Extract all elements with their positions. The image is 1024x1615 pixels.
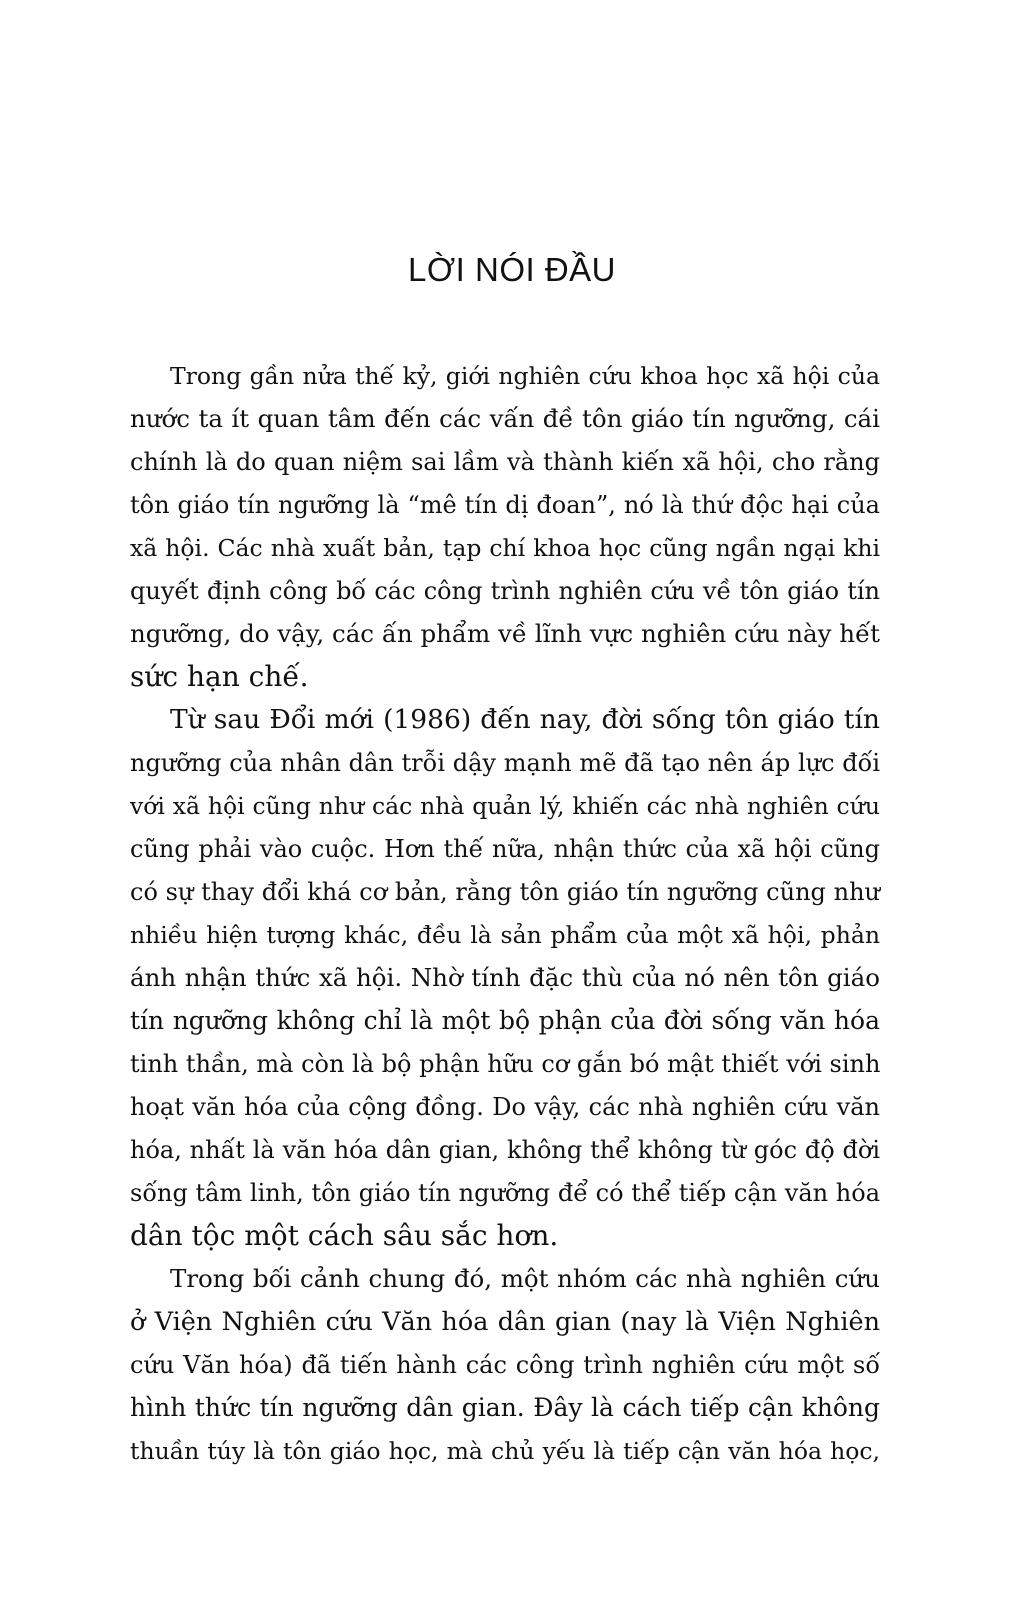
text-line: thuần túy là tôn giáo học, mà chủ yếu là tiếp cận văn hóa học, (130, 1437, 880, 1465)
text-line: cứu Văn hóa) đã tiến hành các công trình nghiên cứu một số (130, 1351, 880, 1379)
page-title: LỜI NÓI ĐẦU (408, 251, 616, 288)
text-line: cũng phải vào cuộc. Hơn thế nữa, nhận thức của xã hội cũng (130, 835, 880, 863)
text-line: nước ta ít quan tâm đến các vấn đề tôn giáo tín ngưỡng, cái (130, 404, 880, 433)
text-line: tín ngưỡng không chỉ là một bộ phận của đời sống văn hóa (130, 1006, 880, 1035)
text-line: nhiều hiện tượng khác, đều là sản phẩm của một xã hội, phản (130, 921, 880, 949)
text-line: chính là do quan niệm sai lầm và thành kiến xã hội, cho rằng (130, 448, 880, 476)
text-line: hóa, nhất là văn hóa dân gian, không thể không từ góc độ đời (130, 1136, 880, 1164)
text-line: hình thức tín ngưỡng dân gian. Đây là cách tiếp cận không (130, 1393, 880, 1422)
text-line: sức hạn chế. (130, 660, 309, 693)
text-line: xã hội. Các nhà xuất bản, tạp chí khoa học cũng ngần ngại khi (130, 534, 880, 562)
text-line: với xã hội cũng như các nhà quản lý, khiến các nhà nghiên cứu (130, 792, 880, 820)
text-line: ánh nhận thức xã hội. Nhờ tính đặc thù của nó nên tôn giáo (130, 963, 880, 992)
text-line: Trong gần nửa thế kỷ, giới nghiên cứu khoa học xã hội của (170, 362, 880, 390)
text-line: tinh thần, mà còn là bộ phận hữu cơ gắn bó mật thiết với sinh (130, 1050, 881, 1078)
text-line: hoạt văn hóa của cộng đồng. Do vậy, các nhà nghiên cứu văn (130, 1093, 880, 1121)
text-line: Trong bối cảnh chung đó, một nhóm các nhà nghiên cứu (170, 1264, 880, 1293)
text-line: có sự thay đổi khá cơ bản, rằng tôn giáo tín ngưỡng cũng như (130, 878, 880, 906)
text-line: ngưỡng, do vậy, các ấn phẩm về lĩnh vực nghiên cứu này hết (130, 619, 880, 648)
text-line: sống tâm linh, tôn giáo tín ngưỡng để có thể tiếp cận văn hóa (130, 1179, 880, 1207)
text-line: ngưỡng của nhân dân trỗi dậy mạnh mẽ đã tạo nên áp lực đối (130, 749, 880, 777)
text-line: tôn giáo tín ngưỡng là “mê tín dị đoan”, nó là thứ độc hại của (130, 491, 880, 519)
text-line: dân tộc một cách sâu sắc hơn. (130, 1219, 559, 1252)
text-line: ở Viện Nghiên cứu Văn hóa dân gian (nay là Viện Nghiên (130, 1307, 880, 1337)
text-line: Từ sau Đổi mới (1986) đến nay, đời sống tôn giáo tín (170, 704, 880, 735)
text-line: quyết định công bố các công trình nghiên cứu về tôn giáo tín (130, 577, 880, 605)
